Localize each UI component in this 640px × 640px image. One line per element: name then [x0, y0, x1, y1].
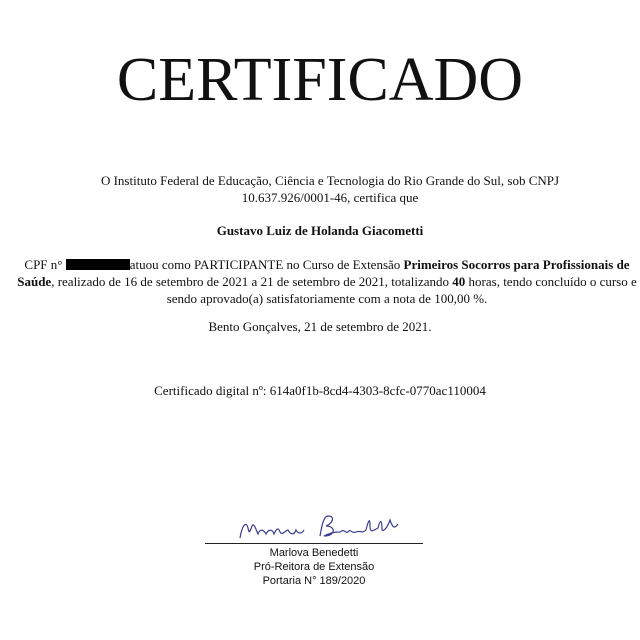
cpf-label: CPF n°	[24, 257, 63, 272]
signer-role: Pró-Reitora de Extensão	[253, 561, 375, 573]
signature-image	[232, 508, 402, 544]
certificate-title: CERTIFICADO	[116, 46, 524, 114]
body-part1: atuou como PARTICIPANTE no Curso de Extensão	[129, 257, 401, 272]
signature-line	[205, 543, 423, 544]
redacted-cpf	[66, 259, 130, 270]
body-part3: horas, tendo concluído o curso e sendo aprovado(a) satisfatoriamente com a nota de 100,00 %.	[166, 274, 637, 306]
body-part2: , realizado de 16 de setembro de 2021 a 21 de setembro de 2021, totalizando	[51, 274, 450, 289]
hours: 40	[452, 274, 466, 289]
course-name: Primeiros Socorros para Profissionais de Saúde	[17, 257, 630, 289]
intro-text: O Instituto Federal de Educação, Ciência e Tecnologia do Rio Grande do Sul, sob CNPJ 10.637.926/0001-46, certifica que	[100, 173, 560, 205]
participant-name: Gustavo Luiz de Holanda Giacometti	[216, 223, 424, 238]
signer-ordinance: Portaria N° 189/2020	[262, 575, 366, 587]
digital-certificate-id: Certificado digital nº: 614a0f1b-8cd4-4303-8cfc-0770ac110004	[154, 383, 486, 398]
place-date: Bento Gonçalves, 21 de setembro de 2021.	[208, 319, 432, 334]
certificate-body	[14, 256, 640, 307]
signer-name: Marlova Benedetti	[269, 547, 359, 559]
signer-block	[205, 546, 423, 588]
